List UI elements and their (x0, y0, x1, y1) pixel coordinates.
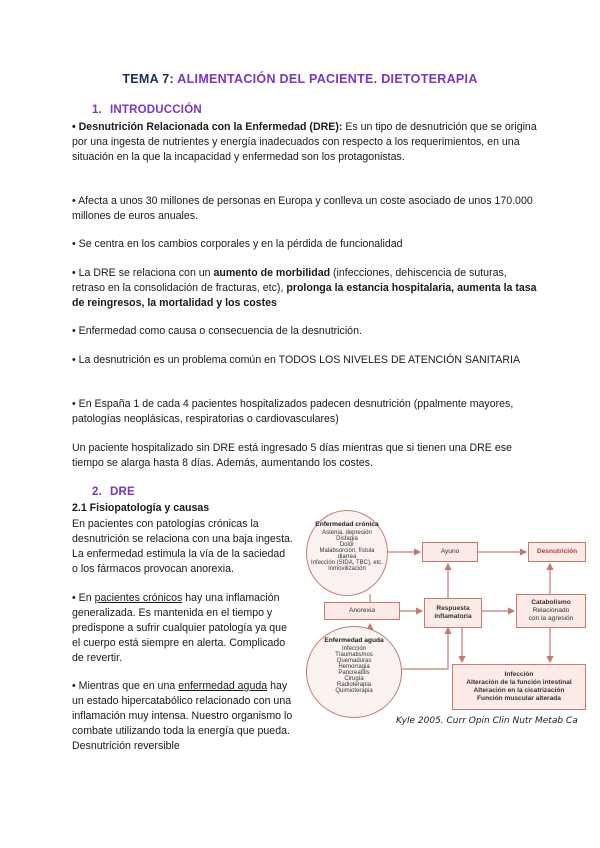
section2-heading: 2. DRE (92, 486, 135, 498)
title-text: ALIMENTACIÓN DEL PACIENTE. DIETOTERAPIA (177, 72, 478, 86)
pathophysiology-diagram (302, 494, 592, 734)
page-title (0, 72, 600, 86)
paragraph-chronic-intake: En pacientes con patologías crónicas la desnutrición se relaciona con una baja ingesta. La enfermedad estimula la vía de la saciedad o los fármacos provocan anorexia. (72, 518, 293, 575)
paragraph-cause-consequence: • Enfermedad como causa o consecuencia de la desnutrición. (72, 325, 362, 337)
subsection-heading: 2.1 Fisiopatología y causas (72, 502, 210, 514)
title-number: TEMA 7: (122, 72, 174, 86)
outcomes-node: Infección Alteración de la función intestinal Alteración en la cicatrización Función muscular alterada (452, 664, 586, 710)
paragraph-hospital-days: Un paciente hospitalizado sin DRE está ingresado 5 días mientras que si tienen una DRE ese tiempo se alarga hasta 8 días. Además, aumentando los costes. (72, 442, 512, 469)
section1-heading: 1. INTRODUCCIÓN (92, 104, 202, 116)
chronic-disease-node: Enfermedad crónica Astenia, depresión Disfagia Dolor Malabsorción, fístula diarrea Infección (SIDA, TBC), etc. Inmovilización (306, 510, 388, 596)
paragraph-europe: • Afecta a unos 30 millones de personas en Europa y conlleva un coste asociado de unos 170.000 millones de euros anuales. (72, 195, 533, 222)
paragraph-spain: • En España 1 de cada 4 pacientes hospitalizados padecen desnutrición (ppalmente mayores, patologías neoplásicas, respiratorias o cardiovasculares) (72, 398, 514, 425)
acute-disease-node: Enfermedad aguda Infección Traumatismos Quemaduras Hemorragia Pancreatitis Cirugía Radioterapia Quimioterapia (306, 626, 402, 718)
paragraph-dre-definition: • Desnutrición Relacionada con la Enfermedad (DRE): Es un tipo de desnutrición que se origina por una ingesta de nutrientes y energía inadecuados con respecto a los requerimientos, en una situación en la que la incapacidad y enfermedad son los protagonistas. (72, 121, 537, 163)
paragraph-chronic-inflammation: • En pacientes crónicos hay una inflamación generalizada. Es mantenida en el tiempo y predispone a sufrir cualquier patología ya que el cuerpo está siempre en alerta. Complicado de revertir. (72, 592, 287, 664)
inflammatory-response-node: Respuesta inflamatoria (424, 598, 482, 628)
fasting-node: Ayuno (422, 542, 478, 562)
figure-caption: Kyle 2005. Curr Opin Clin Nutr Metab Ca (396, 716, 578, 726)
paragraph-body-changes: • Se centra en los cambios corporales y en la pérdida de funcionalidad (72, 238, 403, 250)
paragraph-acute-disease: • Mientras que en una enfermedad aguda hay un estado hipercatabólico relacionado con una inflamación muy intensa. Nuestro organismo lo combate utilizando toda la energía que pueda. Desnutrición reversible (72, 680, 293, 752)
malnutrition-node: Desnutrición (528, 542, 586, 562)
paragraph-all-levels: • La desnutrición es un problema común en TODOS LOS NIVELES DE ATENCIÓN SANITARIA (72, 354, 521, 366)
catabolism-node: Catabolismo Relacionado con la agresión (516, 594, 586, 628)
paragraph-morbidity: • La DRE se relaciona con un aumento de morbilidad (infecciones, dehiscencia de suturas, retraso en la consolidación de fracturas, etc), prolonga la estancia hospitalaria, aumenta la tasa de reingresos, la mortalidad y los costes (72, 267, 537, 309)
anorexia-node: Anorexia (324, 602, 400, 620)
